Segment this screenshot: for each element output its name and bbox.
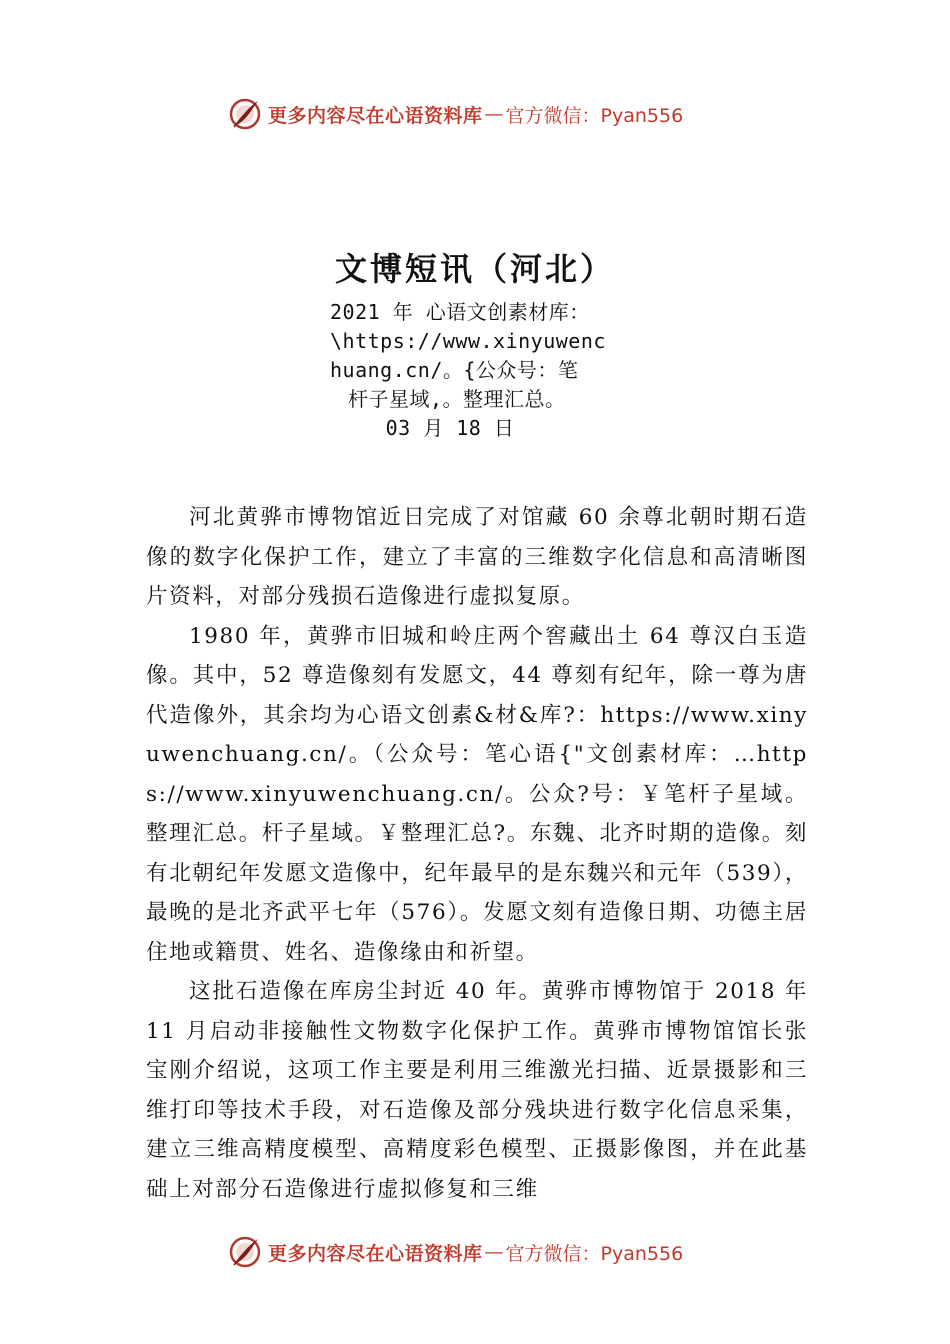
banner-separator: — — [484, 103, 504, 125]
paragraph: 这批石造像在库房尘封近 40 年。黄骅市博物馆于 2018 年 11 月启动非接触性文物数字化保护工作。黄骅市博物馆馆长张宝刚介绍说，这项工作主要是利用三维激光扫描、近景摄影和三维打印等技术手段，对石造像及部分残块进行数字化信息采集，建立三维高精度模型、高精度彩色模型、正摄影像图，并在此基础上对部分石造像进行虚拟修复和三维 — [146, 979, 808, 1202]
meta-line: 2021 年 心语文创素材库： — [330, 300, 590, 324]
banner-text: 更多内容尽在心语资料库 — [268, 1242, 483, 1265]
meta-line: huang.cn/。{公众号：笔 — [330, 358, 579, 382]
banner-text: 更多内容尽在心语资料库 — [268, 104, 483, 127]
article-meta — [330, 298, 630, 443]
meta-date: 03 月 18 日 — [385, 416, 515, 440]
banner-contact: 官方微信：Pyan556 — [505, 104, 684, 127]
banner-separator: — — [484, 1241, 504, 1263]
meta-line: \https://www.xinyuwenc — [330, 329, 606, 353]
meta-line: 杆子星域,。整理汇总。 — [348, 387, 566, 411]
paragraph: 1980 年，黄骅市旧城和岭庄两个窖藏出土 64 尊汉白玉造像。其中，52 尊造像刻有发愿文，44 尊刻有纪年，除一尊为唐代造像外，其余均为心语文创素&材&库?：https://www.xinyuwenchuang.cn/。（公众号：笔心语{"文创素材库：…https://www.xinyuwenchuang.cn/。公众?号：￥笔杆子星域。整理汇总。杆子星域。￥整理汇总?。东魏、北齐时期的造像。刻有北朝纪年发愿文造像中，纪年最早的是东魏兴和元年（539），最晚的是北齐武平七年（576）。发愿文刻有造像日期、功德主居住地或籍贯、姓名、造像缘由和祈望。 — [146, 623, 808, 965]
footer-banner — [228, 1234, 683, 1270]
banner-contact: 官方微信：Pyan556 — [505, 1242, 684, 1265]
header-banner — [228, 96, 683, 132]
page-title: 文博短讯（河北） — [334, 250, 615, 288]
paragraph: 河北黄骅市博物馆近日完成了对馆藏 60 余尊北朝时期石造像的数字化保护工作，建立了丰富的三维数字化信息和高清晰图片资料，对部分残损石造像进行虚拟复原。 — [146, 505, 808, 609]
quill-logo-icon — [228, 1235, 262, 1269]
article-body — [146, 498, 808, 1209]
quill-logo-icon — [228, 97, 262, 131]
